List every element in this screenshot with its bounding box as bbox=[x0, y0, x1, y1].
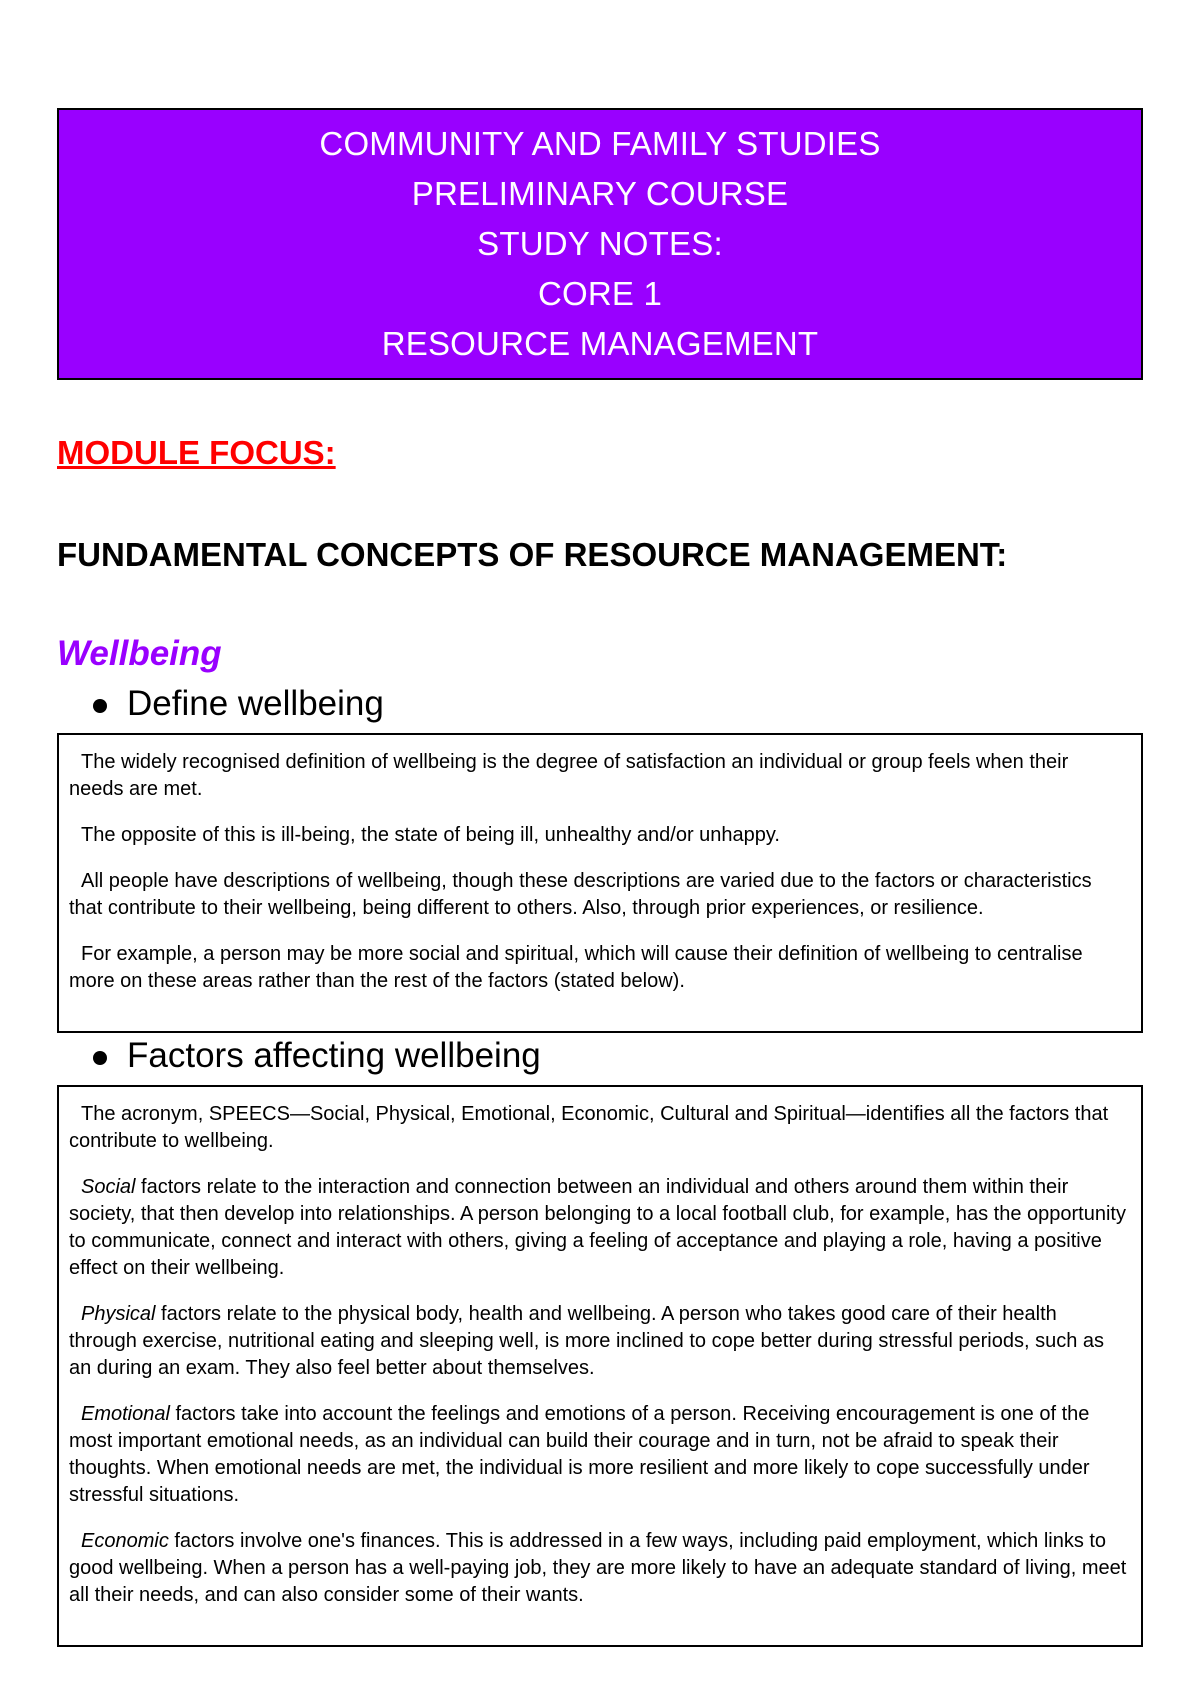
bullet-label: Define wellbeing bbox=[127, 684, 384, 723]
factors-intro-paragraph: The acronym, SPEECS—Social, Physical, Emotional, Economic, Cultural and Spiritual—identifies all the factors that contribute to wellbeing. bbox=[69, 1103, 1109, 1152]
title-line-course: PRELIMINARY COURSE bbox=[411, 175, 789, 212]
definition-paragraph: All people have descriptions of wellbeing, though these descriptions are varied due to the factors or characteristics that contribute to their wellbeing, being different to others. Also, through prior experiences, or resilience. bbox=[69, 870, 1092, 919]
bullet-dot-icon bbox=[93, 1051, 107, 1065]
factor-emotional-paragraph bbox=[69, 1401, 1127, 1509]
factors-box bbox=[57, 1085, 1143, 1647]
title-line-topic: RESOURCE MANAGEMENT bbox=[381, 325, 819, 362]
definition-paragraph: The widely recognised definition of wellbeing is the degree of satisfaction an individual or group feels when their needs are met. bbox=[69, 751, 1069, 800]
factor-text: factors take into account the feelings and emotions of a person. Receiving encouragement is one of the most important emotional needs, as an individual can build their courage and in turn, not be afraid to speak their thoughts. When emotional needs are met, the individual is more resilient and more likely to cope successfully under stressful situations. bbox=[69, 1403, 1090, 1506]
factor-text: factors relate to the physical body, health and wellbeing. A person who takes good care of their health through exercise, nutritional eating and sleeping well, is more inclined to cope better during stressful periods, such as an during an exam. They also feel better about themselves. bbox=[69, 1303, 1105, 1379]
factor-text: factors relate to the interaction and connection between an individual and others around them within their society, that then develop into relationships. A person belonging to a local football club, for example, has the opportunity to communicate, connect and interact with others, giving a feeling of acceptance and playing a role, having a positive effect on their wellbeing. bbox=[69, 1176, 1126, 1279]
title-line-notes: STUDY NOTES: bbox=[477, 225, 723, 262]
wellbeing-subheading: Wellbeing bbox=[57, 634, 222, 673]
factor-physical-paragraph bbox=[69, 1301, 1127, 1382]
definition-paragraph: For example, a person may be more social and spiritual, which will cause their definition of wellbeing to centralise more on these areas rather than the rest of the factors (stated below). bbox=[69, 943, 1083, 992]
definition-box bbox=[57, 733, 1143, 1033]
factor-social-paragraph bbox=[69, 1174, 1127, 1282]
bullet-define-wellbeing bbox=[93, 684, 384, 724]
bullet-factors-wellbeing bbox=[93, 1036, 541, 1076]
definition-paragraph: The opposite of this is ill-being, the state of being ill, unhealthy and/or unhappy. bbox=[81, 824, 780, 846]
factor-term: Physical bbox=[81, 1303, 156, 1325]
title-line-core: CORE 1 bbox=[537, 275, 663, 312]
factor-term: Emotional bbox=[81, 1403, 170, 1425]
document-title-banner bbox=[57, 108, 1143, 380]
factor-term: Economic bbox=[81, 1530, 169, 1552]
section-heading: FUNDAMENTAL CONCEPTS OF RESOURCE MANAGEMENT: bbox=[57, 536, 1008, 573]
bullet-label: Factors affecting wellbeing bbox=[127, 1036, 541, 1075]
factor-economic-paragraph bbox=[69, 1528, 1127, 1609]
bullet-dot-icon bbox=[93, 699, 107, 713]
factor-term: Social bbox=[81, 1176, 136, 1198]
module-focus-heading: MODULE FOCUS: bbox=[57, 434, 336, 471]
factor-text: factors involve one's finances. This is addressed in a few ways, including paid employment, which links to good wellbeing. When a person has a well-paying job, they are more likely to have an adequate standard of living, meet all their needs, and can also consider some of their wants. bbox=[69, 1530, 1127, 1606]
title-line-subject: COMMUNITY AND FAMILY STUDIES bbox=[319, 125, 881, 162]
